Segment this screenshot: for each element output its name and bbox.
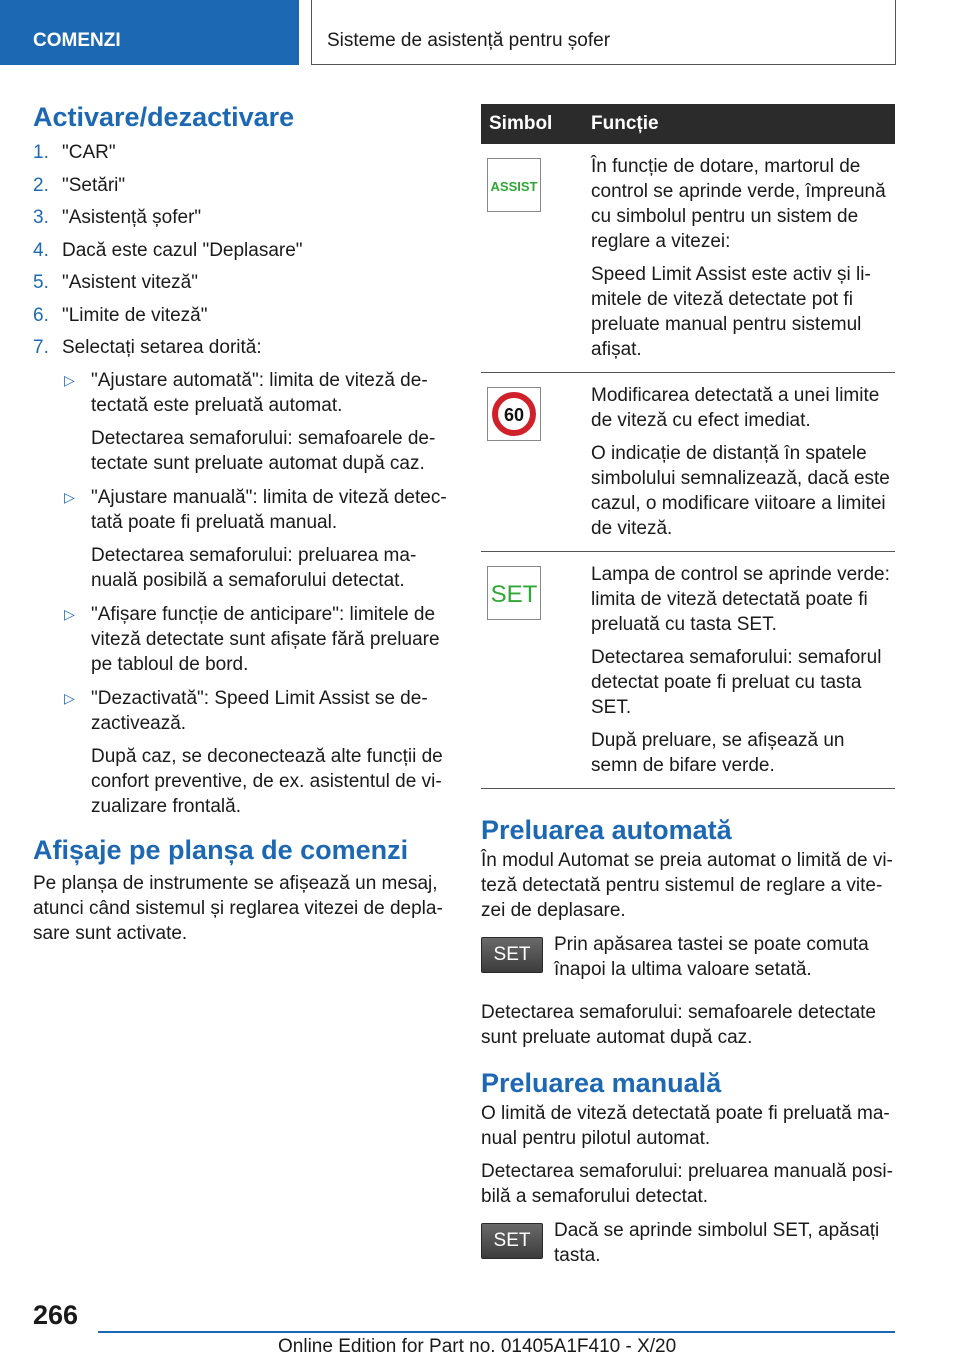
setting-option-text: "Ajustare automată": limita de viteză detectată este preluată automat.	[91, 370, 428, 416]
step-number: 5.	[33, 272, 49, 293]
step-item	[33, 335, 448, 360]
footer-rule	[98, 1331, 895, 1333]
setting-option	[62, 368, 448, 476]
footer-edition: Online Edition for Part no. 01405A1F410 - X/20	[278, 1336, 677, 1357]
function-text: În funcție de dotare, martorul de control se aprinde verde, împreună cu simbolul pentru un sistem de reglare a vitezei:	[591, 156, 886, 252]
function-text: O indicație de distanță în spatele simbolului semnalizează, dacă este cazul, o modificare viitoare a limitei de viteză.	[591, 443, 890, 539]
step-item	[33, 270, 448, 295]
symbol-cell	[481, 552, 591, 789]
table-row	[481, 373, 895, 552]
step-text: "Limite de viteză"	[62, 304, 208, 326]
table-header-function: Funcție	[591, 104, 895, 144]
setting-option-detail: Detectarea semaforului: semafoarele detectate sunt preluate automat după caz.	[91, 428, 436, 474]
manual-paragraph-2: Detectarea semaforului: preluarea manuală posibilă a semaforului detectat.	[481, 1161, 893, 1207]
setting-option-detail: Detectarea semaforului: preluarea manuală posibilă a semaforului detectat.	[91, 545, 417, 591]
function-text: Lampa de control se aprinde verde: limita de viteză detectată poate fi preluată cu tasta SET.	[591, 564, 890, 635]
settings-bullets	[33, 368, 448, 819]
step-number: 4.	[33, 239, 49, 261]
automatic-paragraph-2: Detectarea semaforului: semafoarele detectate sunt preluate automat după caz.	[481, 1002, 876, 1048]
left-column	[33, 100, 448, 946]
setting-option-detail: După caz, se deconectează alte funcții de confort preventive, de ex. asistentul de vizualizare frontală.	[91, 746, 443, 817]
heading-automatic: Preluarea automată	[481, 815, 732, 845]
header-section-tab: COMENZI	[0, 0, 299, 65]
step-text: "CAR"	[62, 142, 116, 163]
setting-option-text: "Ajustare manuală": limita de viteză detectată poate fi preluată manual.	[91, 487, 447, 533]
setting-option-text: "Dezactivată": Speed Limit Assist se dezactivează.	[91, 688, 428, 734]
step-item	[33, 303, 448, 328]
setting-option	[62, 602, 448, 677]
setting-option	[62, 485, 448, 593]
setting-option	[62, 686, 448, 819]
manual-paragraph: O limită de viteză detectată poate fi preluată manual pentru pilotul automat.	[481, 1103, 890, 1149]
step-item	[33, 140, 448, 165]
symbol-label: SET	[490, 581, 538, 608]
automatic-note-text: Prin apăsarea tastei se poate comuta înapoi la ultima valoare setată.	[554, 934, 869, 980]
function-cell	[591, 373, 895, 552]
step-text: "Asistent viteză"	[62, 272, 198, 293]
step-number: 7.	[33, 337, 49, 358]
heading-activation: Activare/dezactivare	[33, 102, 295, 132]
manual-note	[481, 1218, 895, 1268]
heading-manual: Preluarea manuală	[481, 1068, 722, 1098]
table-row	[481, 552, 895, 789]
triangle-bullet-icon: ▷	[64, 489, 75, 505]
function-cell	[591, 552, 895, 789]
step-text: Dacă este cazul "Deplasare"	[62, 239, 303, 261]
step-text: Selectați setarea dorită:	[62, 337, 262, 358]
speed-limit-60-icon	[487, 387, 541, 441]
symbol-table	[481, 104, 895, 789]
symbol-cell	[481, 144, 591, 373]
function-cell	[591, 144, 895, 373]
step-text: "Asistență șofer"	[62, 207, 202, 228]
triangle-bullet-icon: ▷	[64, 690, 75, 706]
step-item	[33, 238, 448, 263]
symbol-cell	[481, 373, 591, 552]
function-text: Speed Limit Assist este activ și limitele de viteză detectate pot fi preluate manual pentru sistemul afișat.	[591, 264, 871, 360]
automatic-note	[481, 932, 895, 982]
page-number: 266	[33, 1300, 79, 1330]
triangle-bullet-icon: ▷	[64, 372, 75, 388]
right-column	[481, 104, 895, 1268]
set-green-icon	[487, 566, 541, 620]
setting-option-text: "Afișare funcție de anticipare": limitele de viteză detectate sunt afișate fără preluare pe tabloul de bord.	[91, 604, 440, 675]
step-number: 6.	[33, 304, 49, 326]
table-row	[481, 144, 895, 373]
step-number: 1.	[33, 142, 49, 163]
step-number: 2.	[33, 174, 49, 196]
step-item	[33, 205, 448, 230]
triangle-bullet-icon: ▷	[64, 606, 75, 622]
set-button-icon-2: SET	[481, 1223, 543, 1259]
automatic-paragraph: În modul Automat se preia automat o limită de viteză detectată pentru sistemul de reglare a vitezei de deplasare.	[481, 850, 893, 921]
step-text: "Setări"	[62, 174, 126, 196]
function-text: Detectarea semaforului: semaforul detectat poate fi preluat cu tasta SET.	[591, 647, 882, 718]
steps-list	[33, 140, 448, 360]
function-text: Modificarea detectată a unei limite de viteză cu efect imediat.	[591, 385, 880, 431]
step-item	[33, 173, 448, 198]
set-button-icon: SET	[481, 937, 543, 973]
header-chapter-title: Sisteme de asistență pentru șofer	[311, 0, 896, 65]
display-paragraph: Pe planșa de instrumente se afișează un mesaj, atunci când sistemul și reglarea vitezei de deplasare sunt activate.	[33, 873, 443, 944]
symbol-label: 60	[503, 405, 525, 425]
assist-icon	[487, 158, 541, 212]
table-header-symbol: Simbol	[481, 104, 591, 144]
function-text: După preluare, se afișează un semn de bifare verde.	[591, 730, 845, 776]
manual-note-text: Dacă se aprinde simbolul SET, apăsați tasta.	[554, 1220, 880, 1266]
heading-display: Afișaje pe planșa de comenzi	[33, 835, 409, 865]
step-number: 3.	[33, 207, 49, 228]
symbol-label: ASSIST	[490, 179, 538, 194]
